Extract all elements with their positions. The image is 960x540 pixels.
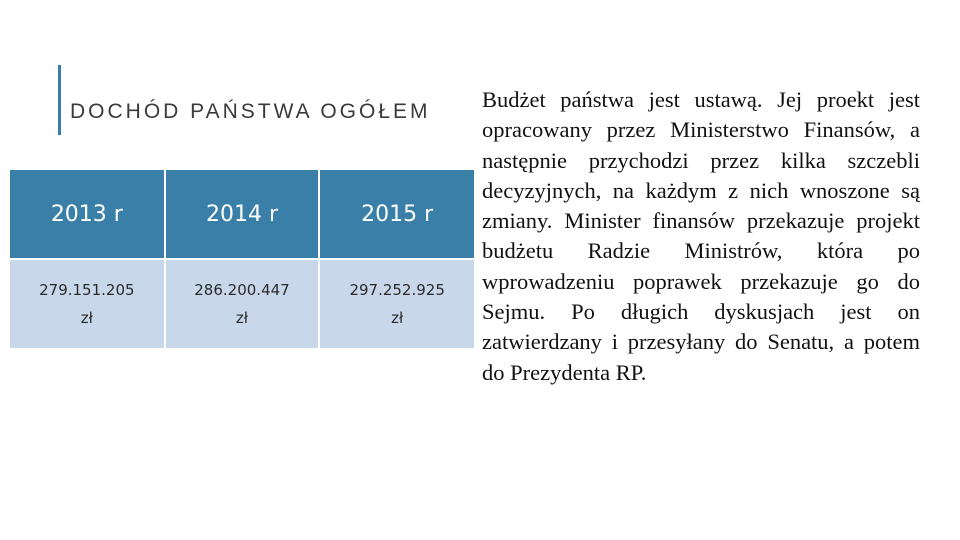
header-year-2014: 2014 r	[165, 170, 320, 259]
table-row	[10, 259, 474, 348]
body-paragraph: Budżet państwa jest ustawą. Jej proekt jest opracowany przez Ministerstwo Finansów, a następnie przychodzi przez kilka szczebli decyzyjnych, na każdym z nich wnoszone są zmiany. Minister finansów przekazuje projekt budżetu Radzie Ministrów, która po wprowadzeniu poprawek przekazuje go do Sejmu. Po długich dyskusjach jest on zatwierdzany i przesyłany do Senatu, a potem do Prezydenta RP.	[482, 87, 920, 385]
slide-title: DOCHÓD PAŃSTWA OGÓŁEM	[70, 100, 431, 123]
cell-unit: zł	[80, 309, 93, 327]
cell-2013	[10, 259, 165, 348]
cell-2014	[165, 259, 320, 348]
cell-value: 279.151.205	[39, 281, 135, 299]
header-year-2013: 2013 r	[10, 170, 165, 259]
cell-unit: zł	[235, 309, 249, 327]
header-year-2015: 2015 r	[319, 170, 474, 259]
table-header-row	[10, 170, 474, 259]
cell-value: 297.252.925	[349, 281, 445, 299]
cell-unit: zł	[391, 309, 404, 327]
cell-value: 286.200.447	[194, 281, 290, 299]
income-table	[10, 170, 474, 348]
cell-2015	[319, 259, 474, 348]
title-accent-bar	[58, 65, 61, 135]
